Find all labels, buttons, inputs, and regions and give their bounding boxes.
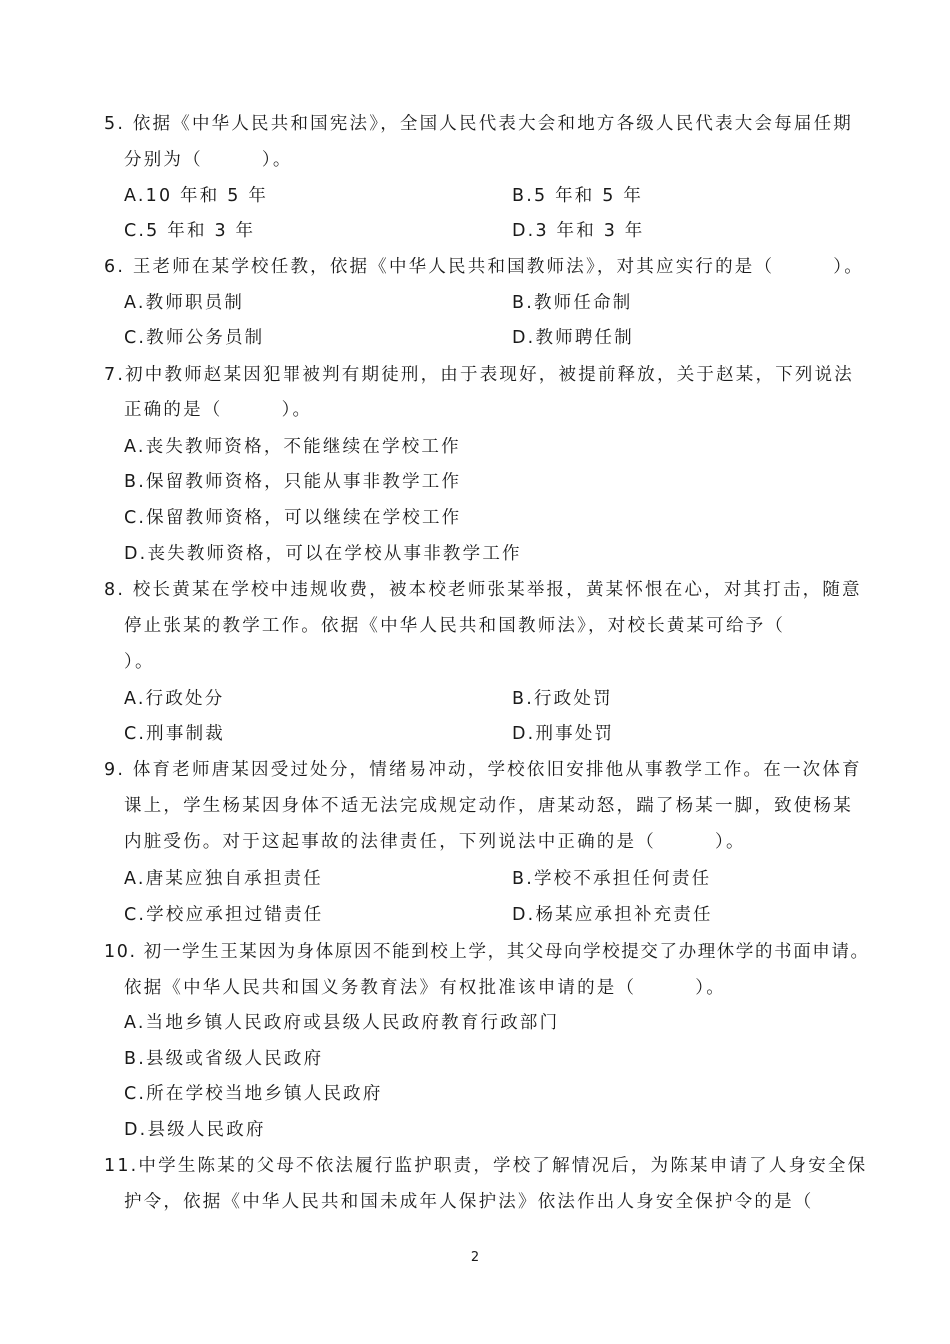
question-5-option-d: D.3 年和 3 年 — [512, 221, 645, 241]
question-6-option-b: B.教师任命制 — [512, 293, 633, 313]
question-8-option-b: B.行政处罚 — [512, 689, 613, 709]
question-7-option-b: B.保留教师资格，只能从事非教学工作 — [124, 472, 462, 492]
question-5-option-a: A.10 年和 5 年 — [124, 186, 269, 206]
question-9-option-a: A.唐某应独自承担责任 — [124, 869, 323, 889]
page-number: 2 — [470, 1250, 480, 1265]
question-5-text-cont: 分别为（ ）。 — [124, 150, 293, 170]
question-7-text: 7.初中教师赵某因犯罪被判有期徒刑，由于表现好，被提前释放，关于赵某，下列说法 — [104, 365, 854, 385]
question-8-text: 8. 校长黄某在学校中违规收费，被本校老师张某举报，黄某怀恨在心，对其打击，随意 — [104, 580, 862, 600]
question-9-text-cont2: 内脏受伤。对于这起事故的法律责任，下列说法中正确的是（ ）。 — [124, 832, 746, 852]
question-10-option-b: B.县级或省级人民政府 — [124, 1049, 324, 1069]
question-6-option-c: C.教师公务员制 — [124, 328, 265, 348]
question-9-option-b: B.学校不承担任何责任 — [512, 869, 712, 889]
question-8-option-a: A.行政处分 — [124, 689, 225, 709]
question-10-text-cont: 依据《中华人民共和国义务教育法》有权批准该申请的是（ ）。 — [124, 978, 726, 998]
question-9-text: 9. 体育老师唐某因受过处分，情绪易冲动，学校依旧安排他从事教学工作。在一次体育 — [104, 760, 862, 780]
question-11-text-cont: 护令，依据《中华人民共和国未成年人保护法》依法作出人身安全保护令的是（ — [124, 1192, 814, 1212]
question-9-option-c: C.学校应承担过错责任 — [124, 905, 324, 925]
question-8-option-d: D.刑事处罚 — [512, 724, 615, 744]
question-5-text: 5. 依据《中华人民共和国宪法》，全国人民代表大会和地方各级人民代表大会每届任期 — [104, 114, 854, 134]
question-10-option-c: C.所在学校当地乡镇人民政府 — [124, 1084, 383, 1104]
question-8-text-cont2: ）。 — [124, 652, 155, 672]
question-7-option-d: D.丧失教师资格，可以在学校从事非教学工作 — [124, 544, 522, 564]
question-7-option-c: C.保留教师资格，可以继续在学校工作 — [124, 508, 462, 528]
question-5-option-b: B.5 年和 5 年 — [512, 186, 644, 206]
question-10-text: 10. 初一学生王某因为身体原因不能到校上学，其父母向学校提交了办理休学的书面申请。 — [104, 942, 870, 962]
question-9-text-cont: 课上，学生杨某因身体不适无法完成规定动作，唐某动怒，踹了杨某一脚，致使杨某 — [124, 796, 853, 816]
question-6-option-d: D.教师聘任制 — [512, 328, 634, 348]
question-11-text: 11.中学生陈某的父母不依法履行监护职责，学校了解情况后，为陈某申请了人身安全保 — [104, 1156, 868, 1176]
question-6-text: 6. 王老师在某学校任教，依据《中华人民共和国教师法》，对其应实行的是（ ）。 — [104, 257, 864, 277]
question-6-option-a: A.教师职员制 — [124, 293, 245, 313]
question-10-option-d: D.县级人民政府 — [124, 1120, 266, 1140]
question-5-option-c: C.5 年和 3 年 — [124, 221, 256, 241]
question-7-text-cont: 正确的是（ ）。 — [124, 400, 313, 420]
question-10-option-a: A.当地乡镇人民政府或县级人民政府教育行政部门 — [124, 1013, 560, 1033]
question-7-option-a: A.丧失教师资格，不能继续在学校工作 — [124, 437, 461, 457]
question-8-text-cont: 停止张某的教学工作。依据《中华人民共和国教师法》，对校长黄某可给予（ — [124, 616, 786, 636]
question-8-option-c: C.刑事制裁 — [124, 724, 225, 744]
question-9-option-d: D.杨某应承担补充责任 — [512, 905, 713, 925]
